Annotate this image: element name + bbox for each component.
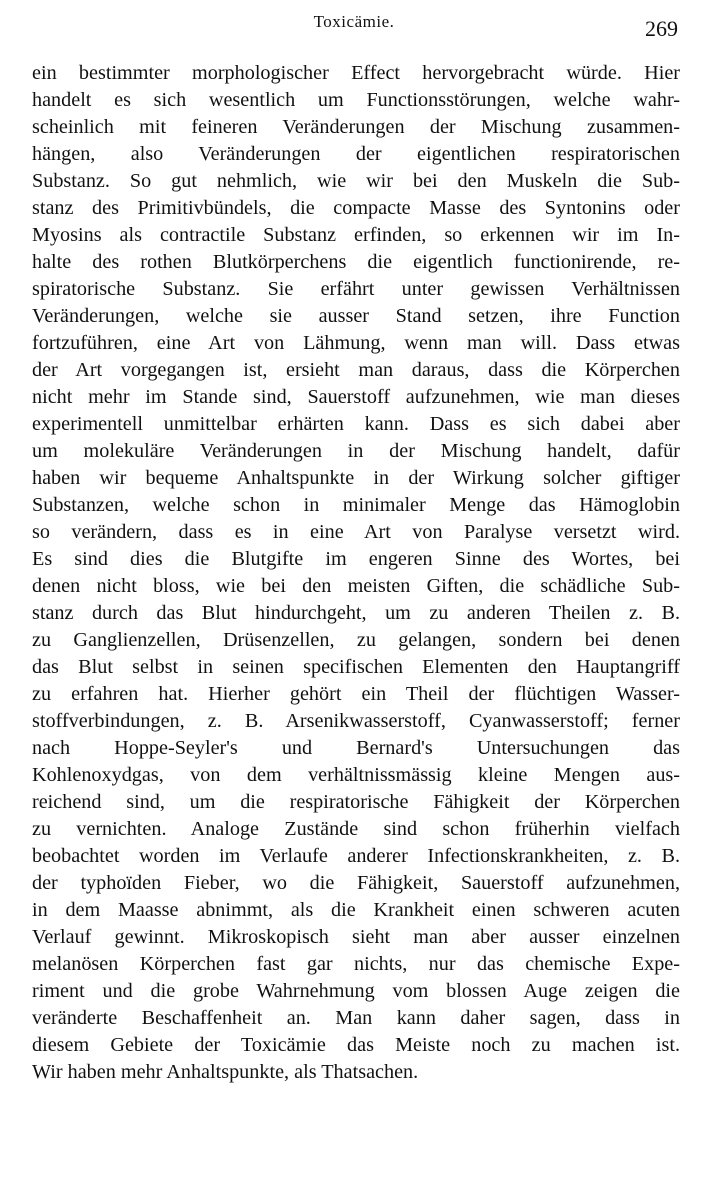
text-line: stanz durch das Blut hindurchgeht, um zu anderen Theilen z. B. [32,602,680,624]
text-line: Substanzen, welche schon in minimaler Menge das Hämoglobin [32,494,680,516]
text-line: experimentell unmittelbar erhärten kann. Dass es sich dabei aber [32,413,680,435]
text-line: reichend sind, um die respiratorische Fähigkeit der Körperchen [32,791,680,813]
text-line: das Blut selbst in seinen specifischen Elementen den Hauptangriff [32,656,680,678]
text-line: diesem Gebiete der Toxicämie das Meiste noch zu machen ist. [32,1034,680,1056]
text-line: in dem Maasse abnimmt, als die Krankheit einen schweren acuten [32,899,680,921]
text-line: melanösen Körperchen fast gar nichts, nur das chemische Expe- [32,953,680,975]
text-line: nach Hoppe-Seyler's und Bernard's Untersuchungen das [32,737,680,759]
text-line: der typhoïden Fieber, wo die Fähigkeit, Sauerstoff aufzunehmen, [32,872,680,894]
text-line: Wir haben mehr Anhaltspunkte, als Thatsachen. [32,1061,419,1083]
text-line: Veränderungen, welche sie ausser Stand setzen, ihre Function [32,305,680,327]
text-line: stanz des Primitivbündels, die compacte Masse des Syntonins oder [32,197,680,219]
text-line: riment und die grobe Wahrnehmung vom blossen Auge zeigen die [32,980,680,1002]
running-head [0,10,708,40]
text-line: halte des rothen Blutkörperchens die eigentlich functionirende, re- [32,251,680,273]
text-line: um molekuläre Veränderungen in der Mischung handelt, dafür [32,440,680,462]
text-line: beobachtet worden im Verlaufe anderer Infectionskrankheiten, z. B. [32,845,680,867]
text-line: spiratorische Substanz. Sie erfährt unter gewissen Verhältnissen [32,278,680,300]
text-line: Kohlenoxydgas, von dem verhältnissmässig kleine Mengen aus- [32,764,680,786]
page-number: 269 [645,16,678,41]
text-line: zu Ganglienzellen, Drüsenzellen, zu gelangen, sondern bei denen [32,629,680,651]
text-line: haben wir bequeme Anhaltspunkte in der Wirkung solcher giftiger [32,467,680,489]
text-line: stoffverbindungen, z. B. Arsenikwasserstoff, Cyanwasserstoff; ferner [32,710,680,732]
text-line: ein bestimmter morphologischer Effect hervorgebracht würde. Hier [32,62,680,84]
text-line: so verändern, dass es in eine Art von Paralyse versetzt wird. [32,521,680,543]
text-line: denen nicht bloss, wie bei den meisten Giften, die schädliche Sub- [32,575,680,597]
text-line: Es sind dies die Blutgifte im engeren Sinne des Wortes, bei [32,548,680,570]
running-title: Toxicämie. [313,12,395,31]
text-line: Verlauf gewinnt. Mikroskopisch sieht man aber ausser einzelnen [32,926,680,948]
text-line: der Art vorgegangen ist, ersieht man daraus, dass die Körperchen [32,359,680,381]
text-line: fortzuführen, eine Art von Lähmung, wenn man will. Dass etwas [32,332,680,354]
text-line: handelt es sich wesentlich um Functionsstörungen, welche wahr- [32,89,680,111]
text-line: hängen, also Veränderungen der eigentlichen respiratorischen [32,143,680,165]
text-line: Substanz. So gut nehmlich, wie wir bei den Muskeln die Sub- [32,170,680,192]
body-text [32,60,680,1086]
text-line: nicht mehr im Stande sind, Sauerstoff aufzunehmen, wie man dieses [32,386,680,408]
text-line: veränderte Beschaffenheit an. Man kann daher sagen, dass in [32,1007,680,1029]
text-line: zu vernichten. Analoge Zustände sind schon früherhin vielfach [32,818,680,840]
text-line: Myosins als contractile Substanz erfinden, so erkennen wir im In- [32,224,680,246]
text-line: zu erfahren hat. Hierher gehört ein Theil der flüchtigen Wasser- [32,683,680,705]
text-line: scheinlich mit feineren Veränderungen der Mischung zusammen- [32,116,680,138]
